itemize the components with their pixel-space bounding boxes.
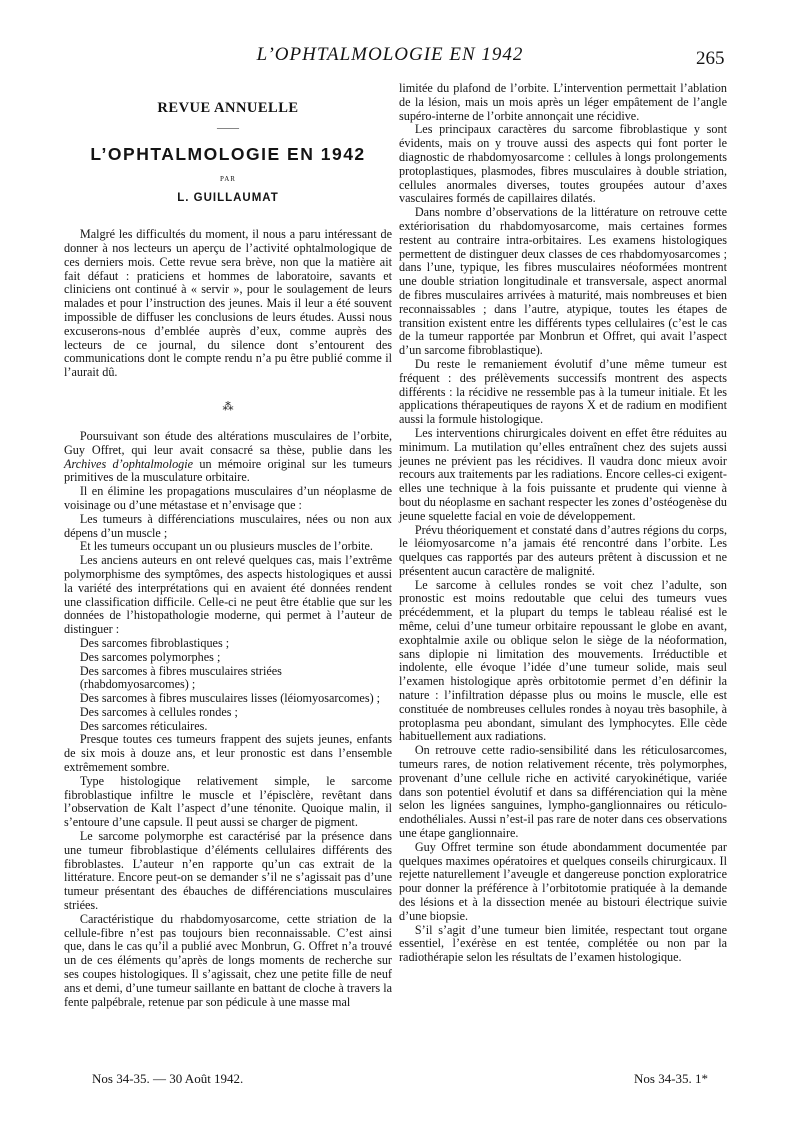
body-paragraph: Il en élimine les propagations musculaires d’un néoplasme de voisinage ou d’une métastase et n’envisage que : [64,484,392,512]
asterism-divider: ⁂ [222,400,234,413]
body-paragraph: Type histologique relativement simple, le sarcome fibroblastique infiltre le muscle et l’épisclère, revêtant dans l’observation de Kalt l’aspect d’une ténonite. Quoique malin, il s’entoure d’une capsule. Il peut aussi se charger de pigment. [64,773,392,830]
body-paragraph: Les anciens auteurs en ont relevé quelques cas, mais l’extrême polymorphisme des symptômes, des aspects histologiques et aussi la variété des interprétations qui en avaient été données rendent une classification difficile. Celle-ci ne peut être établie que sur les données de l’histopathologie moderne, qui permet à l’auteur de distinguer : [64,553,392,637]
body-paragraph: Les principaux caractères du sarcome fibroblastique y sont évidents, mais on y trouve aussi des aspects qui font porter le diagnostic de rhabdomyosarcome : cellules à longs prolongements protoplastiques, plasmodes, fibres musculaires à double striation, cellules anormales diverses, toutes groupées autour d’axes vasculaires formés de capillaires dilatés. [399,122,727,206]
sarcoma-type-item: Des sarcomes réticulaires. [79,718,208,733]
body-paragraph: Le sarcome polymorphe est caractérisé par la présence dans une tumeur fibroblastique d’éléments cellulaires différents des fibroblastes. L’auteur n’en rapporte qu’un cas extrait de la littérature. Encore peut-on se demander s’il ne s’agissait pas d’une tumeur présentant des ébauches de différenciations musculaires striées. [64,829,392,913]
running-head: L’OPHTALMOLOGIE EN 1942 [256,44,524,65]
body-paragraph: Les tumeurs à différenciations musculaires, nées ou non aux dépens d’un muscle ; [64,511,392,540]
sarcoma-type-item: Des sarcomes à fibres musculaires lisses (léiomyosarcomes) ; [79,691,381,706]
body-paragraph: Poursuivant son étude des altérations musculaires de l’orbite, Guy Offret, qui leur avait consacré sa thèse, publie dans les Archives d’ophtalmologie un mémoire original sur les tumeurs primitives de la musculature orbitaire. [64,428,392,485]
body-paragraph: Dans nombre d’observations de la littérature on retrouve cette extériorisation du rhabdomyosarcome, mais certaines formes restent au contraire intra-orbitaires. Les examens histologiques permettent de distinguer deux classes de ces rhabdomyosarcomes ; dans l’une, typique, les fibres musculaires néoformées montrent une double striation longitudinale et transversale, aspect anormal de fibres musculaires arrivées à maturité, mais nombreuses et bien reconnaissables ; dans l’autre, atypique, toutes les étapes de transition existent entre les différents types cellulaires (c’est le cas de la tumeur rapportée par Monbrun et Offret, qui avait l’aspect d’un sarcome fibroblastique). [399,205,727,358]
body-paragraph: Les interventions chirurgicales doivent en effet être réduites au minimum. La mutilation qu’elles entraînent chez des sujets aussi jeunes ne prévient pas les récidives. Il vaudra donc mieux avoir recours aux traitements par les radiations. Encore celles-ci exigent-elles une technique à la fois puissante et prudente qui vienne à bout du néoplasme en sachant respecter les zones d’ostéogenèse du jeune squelette facial en voie de développement. [399,425,727,523]
intro-paragraph: Malgré les difficultés du moment, il nous a paru intéressant de donner à nos lecteurs un aperçu de l’activité ophtalmologique de ces derniers mois. Cette revue sera brève, non que la matière ait fait défaut : praticiens et hommes de laboratoire, savants et cliniciens ont continué à « servir », pour le soulagement de leurs malades et pour l’instruction des jeunes. Mais il leur a été souvent impossible de diffuser les conclusions de leurs études. Aussi nous excuserons-nous d’emblée auprès d’eux, comme auprès des lecteurs de ce journal, du silence dont s’entourent des communications dont le compte rendu n’a pu être publié comme il l’aurait dû. [64,227,392,380]
body-paragraph: Prévu théoriquement et constaté dans d’autres régions du corps, le léiomyosarcome n’a jamais été rencontré dans l’orbite. Les quelques cas rapportés par des auteurs prêtent à discussion et ne présentent aucun caractère de malignité. [399,522,727,578]
body-paragraph: Presque toutes ces tumeurs frappent des sujets jeunes, enfants de six mois à douze ans, et leur pronostic est dans l’ensemble extrêmement sombre. [64,732,392,775]
left-column [64,102,392,1009]
author-name: L. GUILLAUMAT [177,192,279,205]
page-number: 265 [696,48,725,69]
sarcoma-type-item: Des sarcomes à fibres musculaires striées (rhabdomyosarcomes) ; [79,663,282,692]
title-rule: —— [217,121,239,134]
body-paragraph: Guy Offret termine son étude abondamment documentée par quelques maximes opératoires et quelques conseils chirurgicaux. Il rejette naturellement l’aveugle et dangereuse ponction exploratrice pour donner la préférence à l’orbitotomie pratiquée à la demande des lésions et à la dissection menée au bistouri électrique suivie d’une biopsie. [399,839,727,923]
body-paragraph: On retrouve cette radio-sensibilité dans les réticulosarcomes, tumeurs rares, de notion relativement récente, très polymorphes, provenant d’une cellule riche en activité caryokinétique, variée dans son potentiel évolutif et dans sa différenciation qui la mène selon les lignées sanguines, lympho-ganglionnaires ou réticulo-endothéliales. Aussi n’est-il pas rare de noter dans ces observations une étape ganglionnaire. [399,743,727,841]
body-paragraph: Le sarcome à cellules rondes se voit chez l’adulte, son pronostic est moins redoutable que celui des tumeurs vues précédemment, et la plupart du temps le tableau réalisé est le même, celui d’une tumeur orbitaire repoussant le globe en avant, exophtalmie axile ou oblique selon le siège de la néoformation, sans diplopie ni limitation des mouvements. Irréductible et indolente, elle évoque l’idée d’une tumeur solide, mais seul l’examen histologique après orbitotomie permet d’en définir la nature : l’infiltration dépasse plus ou moins le muscle, elle est constituée de nombreuses cellules rondes à noyau très basophile, à protoplasma peu abondant, simulant des lymphocytes. Elle cède habituellement aux radiations. [399,577,727,744]
body-paragraph: S’il s’agit d’une tumeur bien limitée, respectant tout organe essentiel, l’exérèse en est tentée, complétée ou non par la radiothérapie selon les résultats de l’examen histologique. [399,922,727,965]
issue-footer-right: Nos 34-35. 1* [634,1071,709,1086]
sarcoma-type-item: Des sarcomes fibroblastiques ; [79,635,230,650]
article-title: L’OPHTALMOLOGIE EN 1942 [90,143,366,164]
right-column [399,82,727,965]
sarcoma-type-item: Des sarcomes à cellules rondes ; [79,704,238,719]
body-paragraph: Du reste le remaniement évolutif d’une même tumeur est fréquent : des prélèvements successifs montrent des aspects différents : la récidive ne ressemble pas à la tumeur initiale. Et les applications thérapeutiques de rayons X et de radium en modifient aussi la formule histologique. [399,356,727,427]
byline-par: PAR [220,174,236,183]
body-paragraph: Caractéristique du rhabdomyosarcome, cette striation de la cellule-fibre n’est pas toujours bien reconnaissable. C’est ainsi que, dans le cas qu’il a publié avec Monbrun, G. Offret n’a trouvé un de ces éléments qu’après de longs moments de recherche sur ses coupes histologiques. Il s’agissait, chez une petite fille de neuf ans et demi, d’une tumeur saillante en battant de cloche à travers la fente palpébrale, retenue par son pédicule à une masse mal [64,911,392,1009]
body-paragraph-continued: limitée du plafond de l’orbite. L’intervention permettait l’ablation de la lésion, mais un mois après un léger empâtement de l’angle supéro-interne de l’orbite annonçait une récidive. [399,81,727,123]
sarcoma-type-item: Des sarcomes polymorphes ; [79,649,221,664]
section-title: REVUE ANNUELLE [157,100,299,116]
body-paragraph: Et les tumeurs occupant un ou plusieurs muscles de l’orbite. [79,539,373,554]
issue-footer-left: Nos 34-35. — 30 Août 1942. [92,1071,244,1086]
journal-title: Archives d’ophtalmologie [64,456,194,471]
